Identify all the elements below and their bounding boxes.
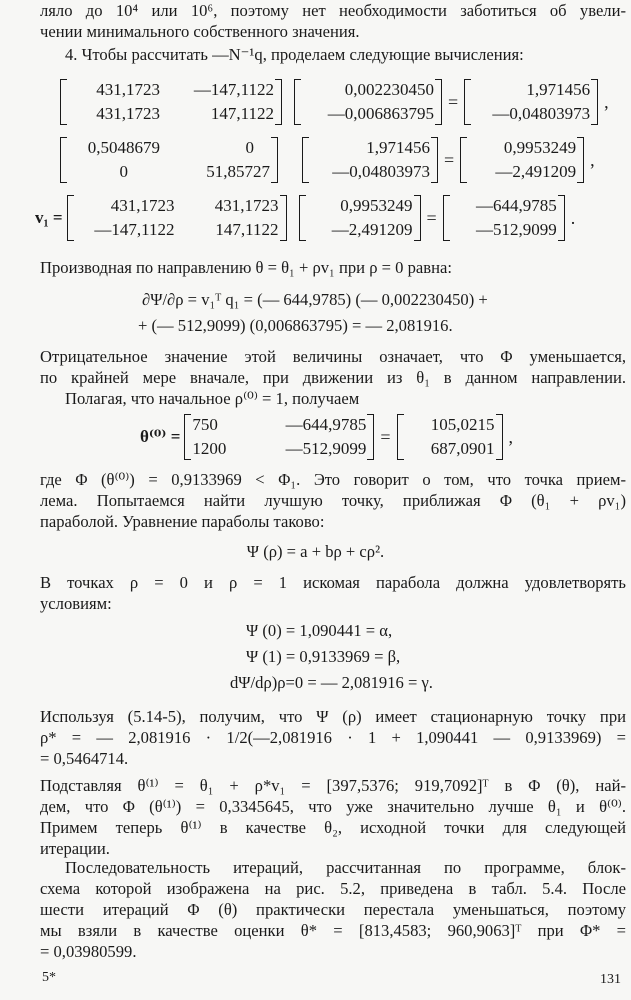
text-line-25: итерации.: [40, 839, 110, 858]
matrix-equation-3: v₁ = 431,1723 431,1723 —147,1122 147,1122 0,9953249 —2,491209 = —644,9785 —512,9099 .: [35, 194, 581, 242]
parabola-equation: Ψ (ρ) = a + bρ + cρ².: [246, 542, 385, 561]
vector-result: 1,971456 —0,04803973: [464, 78, 598, 126]
matrix-a: 431,1723 431,1723 —147,1122 147,1122: [67, 194, 287, 242]
signature-mark: 5*: [42, 970, 56, 985]
vector-result: 105,0215 687,0901: [397, 413, 503, 461]
text-line-26: Последовательность итераций, рассчитанная по программе, блок-: [65, 858, 626, 877]
text-line-23: дем, что Φ (θ⁽¹⁾) = 0,3345645, что уже значительно лучше θ₁ и θ⁽⁰⁾.: [40, 797, 626, 816]
text-line-12: параболой. Уравнение параболы таково:: [40, 512, 325, 531]
vector-result: 0,9953249 —2,491209: [460, 136, 584, 184]
condition-beta: Ψ (1) = 0,9133969 = β,: [246, 647, 401, 666]
text-line-11: лема. Попытаемся найти лучшую точку, приближая Φ (θ₁ + ρv₁): [40, 491, 626, 510]
text-line-2: чении минимального собственного значения.: [40, 22, 360, 41]
condition-gamma: dΨ/dρ)ρ=0 = — 2,081916 = γ.: [230, 673, 433, 692]
text-line-28: шести итераций Φ (θ) практически перестала уменьшаться, поэтому: [40, 900, 626, 919]
text-line-27: схема которой изображена на рис. 5.2, приведена в табл. 5.4. После: [40, 879, 626, 898]
text-line-29: мы взяли в качестве оценки θ* = [813,4583; 960,9063]ᵀ при Φ* =: [40, 921, 626, 940]
page-number: 131: [600, 972, 621, 987]
text-line-1: ляло до 10⁴ или 10⁶, поэтому нет необходимости заботиться об увели-: [40, 1, 626, 20]
matrix-a: 750 —644,9785 1200 —512,9099: [184, 413, 374, 461]
matrix-equation-2: 0,5048679 0 0 51,85727 1,971456 —0,04803973 = 0,9953249 —2,491209 ,: [60, 136, 601, 184]
text-line-10: где Φ (θ⁽⁰⁾) = 0,9133969 < Φ₁. Это говорит о том, что точка прием-: [40, 470, 626, 489]
matrix-equation-4: θ⁽⁰⁾ = 750 —644,9785 1200 —512,9099 = 105,0215 687,0901 ,: [140, 413, 519, 461]
vector-x: 1,971456 —0,04803973: [302, 136, 438, 184]
condition-alpha: Ψ (0) = 1,090441 = α,: [246, 621, 393, 640]
derivative-formula-line-1: ∂Ψ/∂ρ = v₁ᵀ q₁ = (— 644,9785) (— 0,002230450) +: [142, 290, 488, 309]
directional-derivative-text: Производная по направлению θ = θ₁ + ρv₁ при ρ = 0 равна:: [40, 258, 452, 277]
step-4-heading: 4. Чтобы рассчитать —N⁻¹q, проделаем следующие вычисления:: [65, 45, 524, 64]
text-line-20: ρ* = — 2,081916 · 1/2(—2,081916 · 1 + 1,090441 — 0,9133969) =: [40, 728, 626, 747]
matrix-equation-1: 431,1723 —147,1122 431,1723 147,1122 0,002230450 —0,006863795 = 1,971456 —0,04803973 ,: [60, 78, 615, 126]
vector-x: 0,9953249 —2,491209: [299, 194, 421, 242]
text-line-8: по крайней мере вначале, при движении из θ₁ в данном направлении.: [40, 368, 626, 387]
derivative-formula-line-2: + (— 512,9099) (0,006863795) = — 2,081916.: [138, 316, 453, 335]
vector-result: —644,9785 —512,9099: [443, 194, 565, 242]
text-line-21: = 0,5464714.: [40, 749, 129, 768]
text-line-7: Отрицательное значение этой величины означает, что Φ уменьшается,: [40, 347, 626, 366]
matrix-a: 0,5048679 0 0 51,85727: [60, 136, 278, 184]
text-line-9: Полагая, что начальное ρ⁽⁰⁾ = 1, получаем: [65, 389, 360, 408]
matrix-a: 431,1723 —147,1122 431,1723 147,1122: [60, 78, 282, 126]
text-line-19: Используя (5.14-5), получим, что Ψ (ρ) имеет стационарную точку при: [40, 707, 626, 726]
text-line-14: В точках ρ = 0 и ρ = 1 искомая парабола должна удовлетворять: [40, 573, 626, 592]
text-line-22: Подставляя θ⁽¹⁾ = θ₁ + ρ*v₁ = [397,5376; 919,7092]ᵀ в Φ (θ), най-: [40, 776, 626, 795]
text-line-24: Примем теперь θ⁽¹⁾ в качестве θ₂, исходной точки для следующей: [40, 818, 626, 837]
vector-x: 0,002230450 —0,006863795: [294, 78, 442, 126]
text-line-15: условиям:: [40, 594, 112, 613]
text-line-30: = 0,03980599.: [40, 942, 137, 961]
